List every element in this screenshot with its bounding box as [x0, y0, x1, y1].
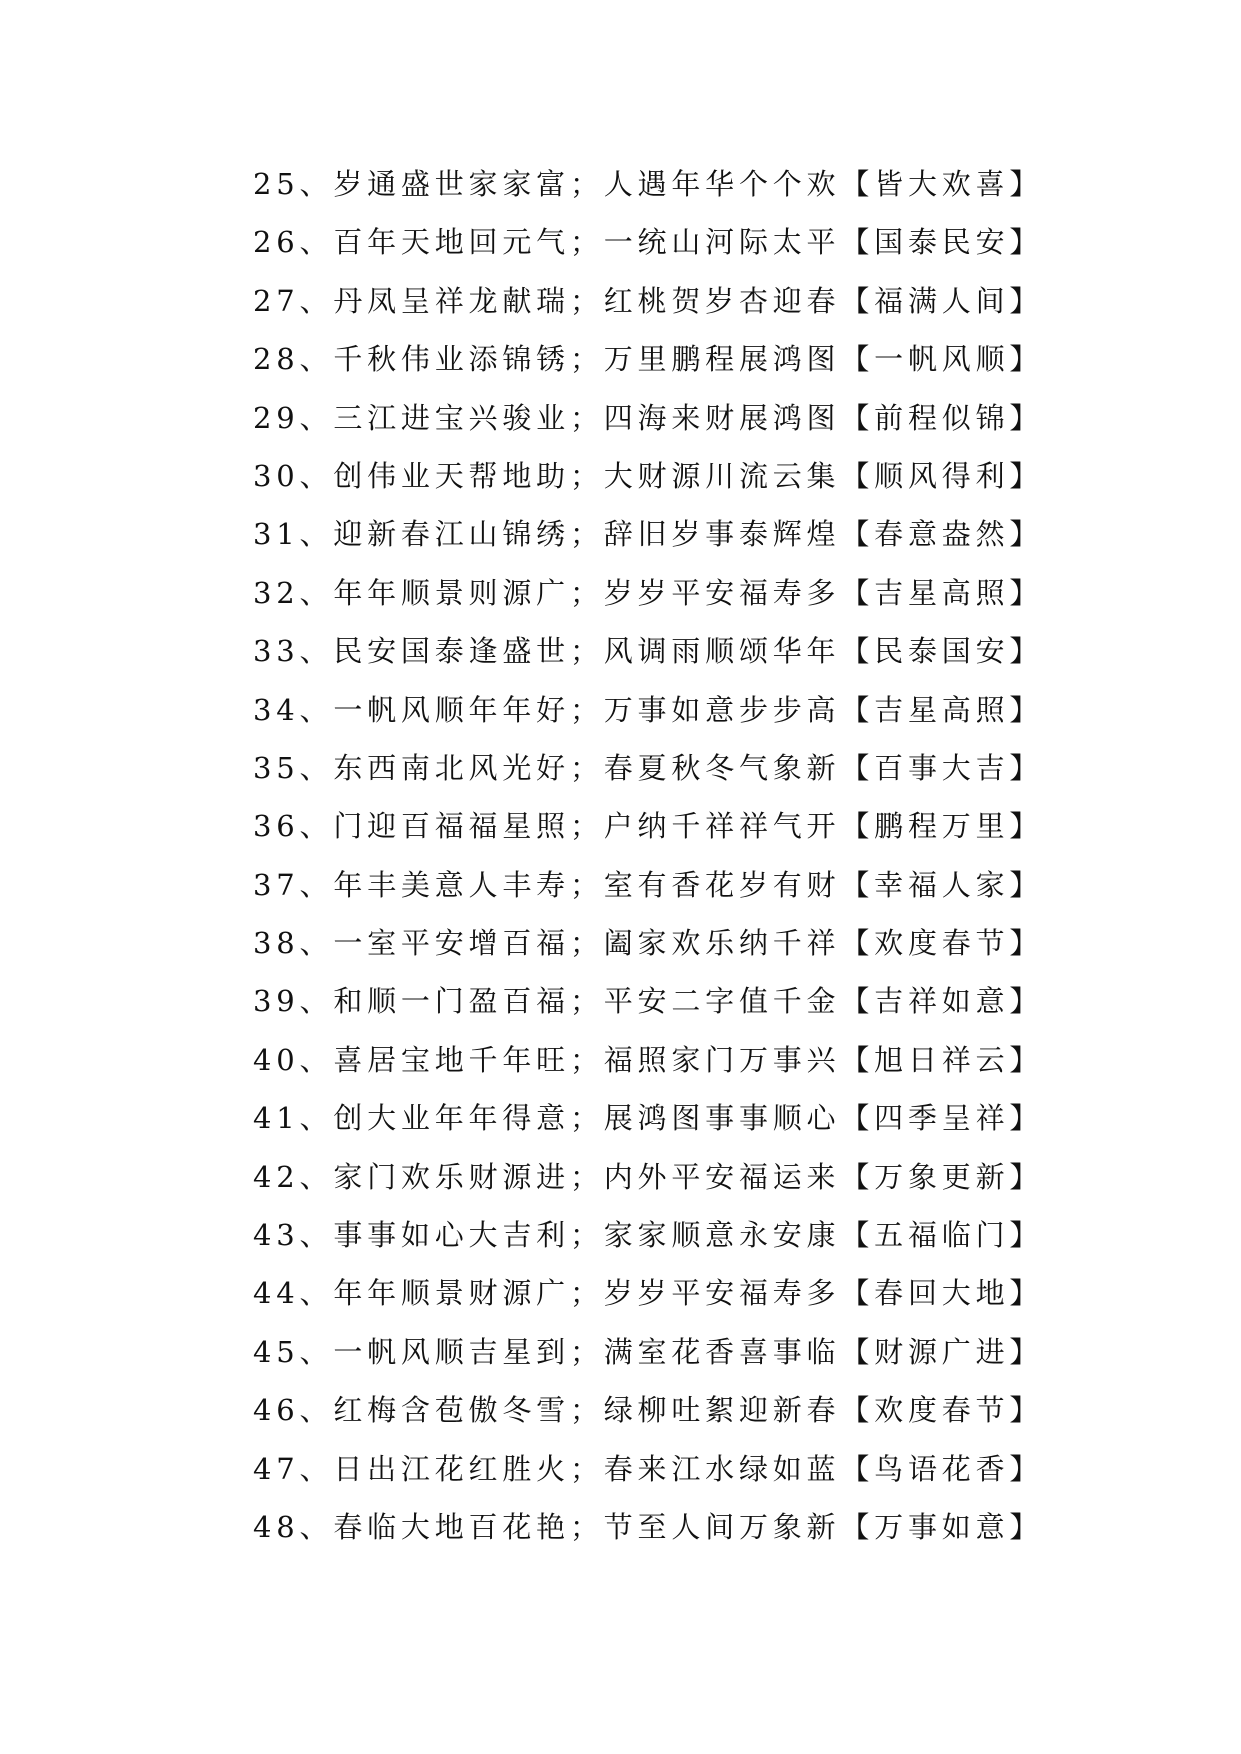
couplet-line: 36、门迎百福福星照；户纳千祥祥气开【鹏程万里】	[253, 809, 1044, 844]
couplet-lower: 一统山河际太平	[603, 225, 841, 260]
couplet-banner: 财源广进	[874, 1334, 1010, 1369]
couplet-number: 26	[253, 225, 300, 260]
couplet-banner: 欢度春节	[874, 1393, 1010, 1428]
couplet-upper: 东西南北风光好	[333, 750, 570, 785]
couplet-upper: 一帆风顺年年好	[333, 692, 570, 727]
couplet-number: 44	[253, 1276, 300, 1311]
couplet-lower: 展鸿图事事顺心	[603, 1101, 841, 1136]
couplet-number: 34	[253, 692, 300, 727]
couplet-upper: 岁通盛世家家富	[333, 167, 570, 201]
couplet-banner: 幸福人家	[874, 867, 1010, 902]
couplet-upper: 三江进宝兴骏业	[333, 400, 570, 435]
couplet-number: 32	[253, 575, 300, 610]
couplet-upper: 千秋伟业添锦锈	[333, 342, 570, 377]
couplet-number: 47	[253, 1451, 300, 1486]
couplet-banner: 万象更新	[874, 1159, 1010, 1194]
couplet-number: 36	[253, 809, 300, 844]
couplet-lower: 万事如意步步高	[603, 692, 841, 727]
couplet-number: 29	[253, 400, 300, 435]
couplet-banner: 欢度春节	[874, 926, 1010, 961]
couplet-banner: 民泰国安	[874, 634, 1010, 669]
couplet-line: 25、岁通盛世家家富；人遇年华个个欢【皆大欢喜】	[253, 167, 1044, 201]
couplet-upper: 一室平安增百福	[333, 926, 570, 961]
couplet-lower: 内外平安福运来	[603, 1159, 841, 1194]
couplet-banner: 吉星高照	[874, 575, 1010, 610]
couplet-number: 31	[253, 517, 300, 552]
couplet-line: 40、喜居宝地千年旺；福照家门万事兴【旭日祥云】	[253, 1042, 1044, 1077]
couplet-lower: 绿柳吐絮迎新春	[603, 1393, 841, 1428]
couplet-banner: 鸟语花香	[874, 1451, 1010, 1486]
couplet-line: 27、丹凤呈祥龙献瑞；红桃贺岁杏迎春【福满人间】	[253, 283, 1044, 318]
couplet-banner: 百事大吉	[874, 750, 1010, 785]
couplet-number: 39	[253, 984, 300, 1019]
couplet-banner: 吉祥如意	[874, 984, 1010, 1019]
couplet-lower: 辞旧岁事泰辉煌	[603, 517, 841, 552]
couplet-line: 38、一室平安增百福；阖家欢乐纳千祥【欢度春节】	[253, 926, 1044, 961]
couplet-banner: 鹏程万里	[874, 809, 1010, 844]
couplet-number: 40	[253, 1042, 300, 1077]
couplet-lower: 大财源川流云集	[603, 458, 841, 493]
couplet-upper: 迎新春江山锦绣	[333, 517, 570, 552]
couplet-banner: 万事如意	[874, 1509, 1010, 1544]
couplet-upper: 百年天地回元气	[333, 225, 570, 260]
couplet-line: 41、创大业年年得意；展鸿图事事顺心【四季呈祥】	[253, 1101, 1044, 1136]
couplet-line: 42、家门欢乐财源进；内外平安福运来【万象更新】	[253, 1159, 1044, 1194]
couplet-lower: 春来江水绿如蓝	[603, 1451, 841, 1486]
couplet-number: 30	[253, 458, 300, 493]
couplet-upper: 一帆风顺吉星到	[333, 1334, 570, 1369]
couplet-line: 29、三江进宝兴骏业；四海来财展鸿图【前程似锦】	[253, 400, 1044, 435]
couplet-banner: 春意盎然	[874, 517, 1010, 552]
couplet-upper: 和顺一门盈百福	[333, 984, 570, 1019]
couplet-upper: 年年顺景财源广	[333, 1276, 570, 1311]
couplet-number: 33	[253, 634, 300, 669]
couplet-line: 46、红梅含苞傲冬雪；绿柳吐絮迎新春【欢度春节】	[253, 1393, 1044, 1428]
couplet-banner: 旭日祥云	[874, 1042, 1010, 1077]
couplet-list	[253, 155, 1044, 1556]
couplet-upper: 丹凤呈祥龙献瑞	[333, 283, 570, 318]
couplet-line: 35、东西南北风光好；春夏秋冬气象新【百事大吉】	[253, 750, 1044, 785]
couplet-number: 35	[253, 750, 300, 785]
couplet-line: 32、年年顺景则源广；岁岁平安福寿多【吉星高照】	[253, 575, 1044, 610]
couplet-lower: 平安二字值千金	[603, 984, 841, 1019]
couplet-banner: 春回大地	[874, 1276, 1010, 1311]
couplet-lower: 人遇年华个个欢	[603, 167, 841, 201]
couplet-lower: 春夏秋冬气象新	[603, 750, 841, 785]
couplet-banner: 前程似锦	[874, 400, 1010, 435]
couplet-upper: 喜居宝地千年旺	[333, 1042, 570, 1077]
couplet-banner: 国泰民安	[874, 225, 1010, 260]
couplet-upper: 春临大地百花艳	[333, 1509, 570, 1544]
couplet-banner: 顺风得利	[874, 458, 1010, 493]
couplet-upper: 日出江花红胜火	[333, 1451, 570, 1486]
couplet-lower: 阖家欢乐纳千祥	[603, 926, 841, 961]
couplet-line: 31、迎新春江山锦绣；辞旧岁事泰辉煌【春意盎然】	[253, 517, 1044, 552]
couplet-line: 45、一帆风顺吉星到；满室花香喜事临【财源广进】	[253, 1334, 1044, 1369]
couplet-banner: 四季呈祥	[874, 1101, 1010, 1136]
couplet-line: 47、日出江花红胜火；春来江水绿如蓝【鸟语花香】	[253, 1451, 1044, 1486]
couplet-lower: 四海来财展鸿图	[603, 400, 841, 435]
couplet-line: 44、年年顺景财源广；岁岁平安福寿多【春回大地】	[253, 1276, 1044, 1311]
couplet-number: 41	[253, 1101, 300, 1136]
couplet-upper: 民安国泰逢盛世	[333, 634, 570, 669]
couplet-number: 28	[253, 342, 300, 377]
couplet-number: 27	[253, 283, 300, 318]
couplet-upper: 年丰美意人丰寿	[333, 867, 570, 902]
couplet-upper: 事事如心大吉利	[333, 1218, 570, 1253]
couplet-banner: 吉星高照	[874, 692, 1010, 727]
couplet-line: 39、和顺一门盈百福；平安二字值千金【吉祥如意】	[253, 984, 1044, 1019]
couplet-number: 45	[253, 1334, 300, 1369]
couplet-upper: 创伟业天帮地助	[333, 458, 570, 493]
couplet-line: 33、民安国泰逢盛世；风调雨顺颂华年【民泰国安】	[253, 634, 1044, 669]
couplet-upper: 家门欢乐财源进	[333, 1159, 570, 1194]
couplet-line: 26、百年天地回元气；一统山河际太平【国泰民安】	[253, 225, 1044, 260]
couplet-line: 48、春临大地百花艳；节至人间万象新【万事如意】	[253, 1509, 1044, 1544]
couplet-lower: 福照家门万事兴	[603, 1042, 841, 1077]
couplet-number: 48	[253, 1509, 300, 1544]
couplet-line: 37、年丰美意人丰寿；室有香花岁有财【幸福人家】	[253, 867, 1044, 902]
couplet-upper: 创大业年年得意	[333, 1101, 570, 1136]
couplet-lower: 室有香花岁有财	[603, 867, 841, 902]
couplet-number: 46	[253, 1393, 300, 1428]
couplet-lower: 家家顺意永安康	[603, 1218, 841, 1253]
couplet-number: 37	[253, 867, 300, 902]
couplet-banner: 皆大欢喜	[874, 167, 1010, 201]
couplet-number: 25	[253, 167, 300, 201]
couplet-upper: 红梅含苞傲冬雪	[333, 1393, 570, 1428]
couplet-line: 34、一帆风顺年年好；万事如意步步高【吉星高照】	[253, 692, 1044, 727]
couplet-line: 30、创伟业天帮地助；大财源川流云集【顺风得利】	[253, 458, 1044, 493]
couplet-lower: 岁岁平安福寿多	[603, 575, 841, 610]
couplet-banner: 福满人间	[874, 283, 1010, 318]
couplet-lower: 节至人间万象新	[603, 1509, 841, 1544]
couplet-number: 38	[253, 926, 300, 961]
couplet-upper: 门迎百福福星照	[333, 809, 570, 844]
couplet-lower: 满室花香喜事临	[603, 1334, 841, 1369]
couplet-lower: 户纳千祥祥气开	[603, 809, 841, 844]
couplet-banner: 五福临门	[874, 1218, 1010, 1253]
couplet-line: 43、事事如心大吉利；家家顺意永安康【五福临门】	[253, 1218, 1044, 1253]
couplet-lower: 风调雨顺颂华年	[603, 634, 841, 669]
couplet-lower: 万里鹏程展鸿图	[603, 342, 841, 377]
couplet-number: 43	[253, 1218, 300, 1253]
couplet-banner: 一帆风顺	[874, 342, 1010, 377]
couplet-lower: 红桃贺岁杏迎春	[603, 283, 841, 318]
couplet-line: 28、千秋伟业添锦锈；万里鹏程展鸿图【一帆风顺】	[253, 342, 1044, 377]
couplet-number: 42	[253, 1159, 300, 1194]
couplet-lower: 岁岁平安福寿多	[603, 1276, 841, 1311]
couplet-upper: 年年顺景则源广	[333, 575, 570, 610]
